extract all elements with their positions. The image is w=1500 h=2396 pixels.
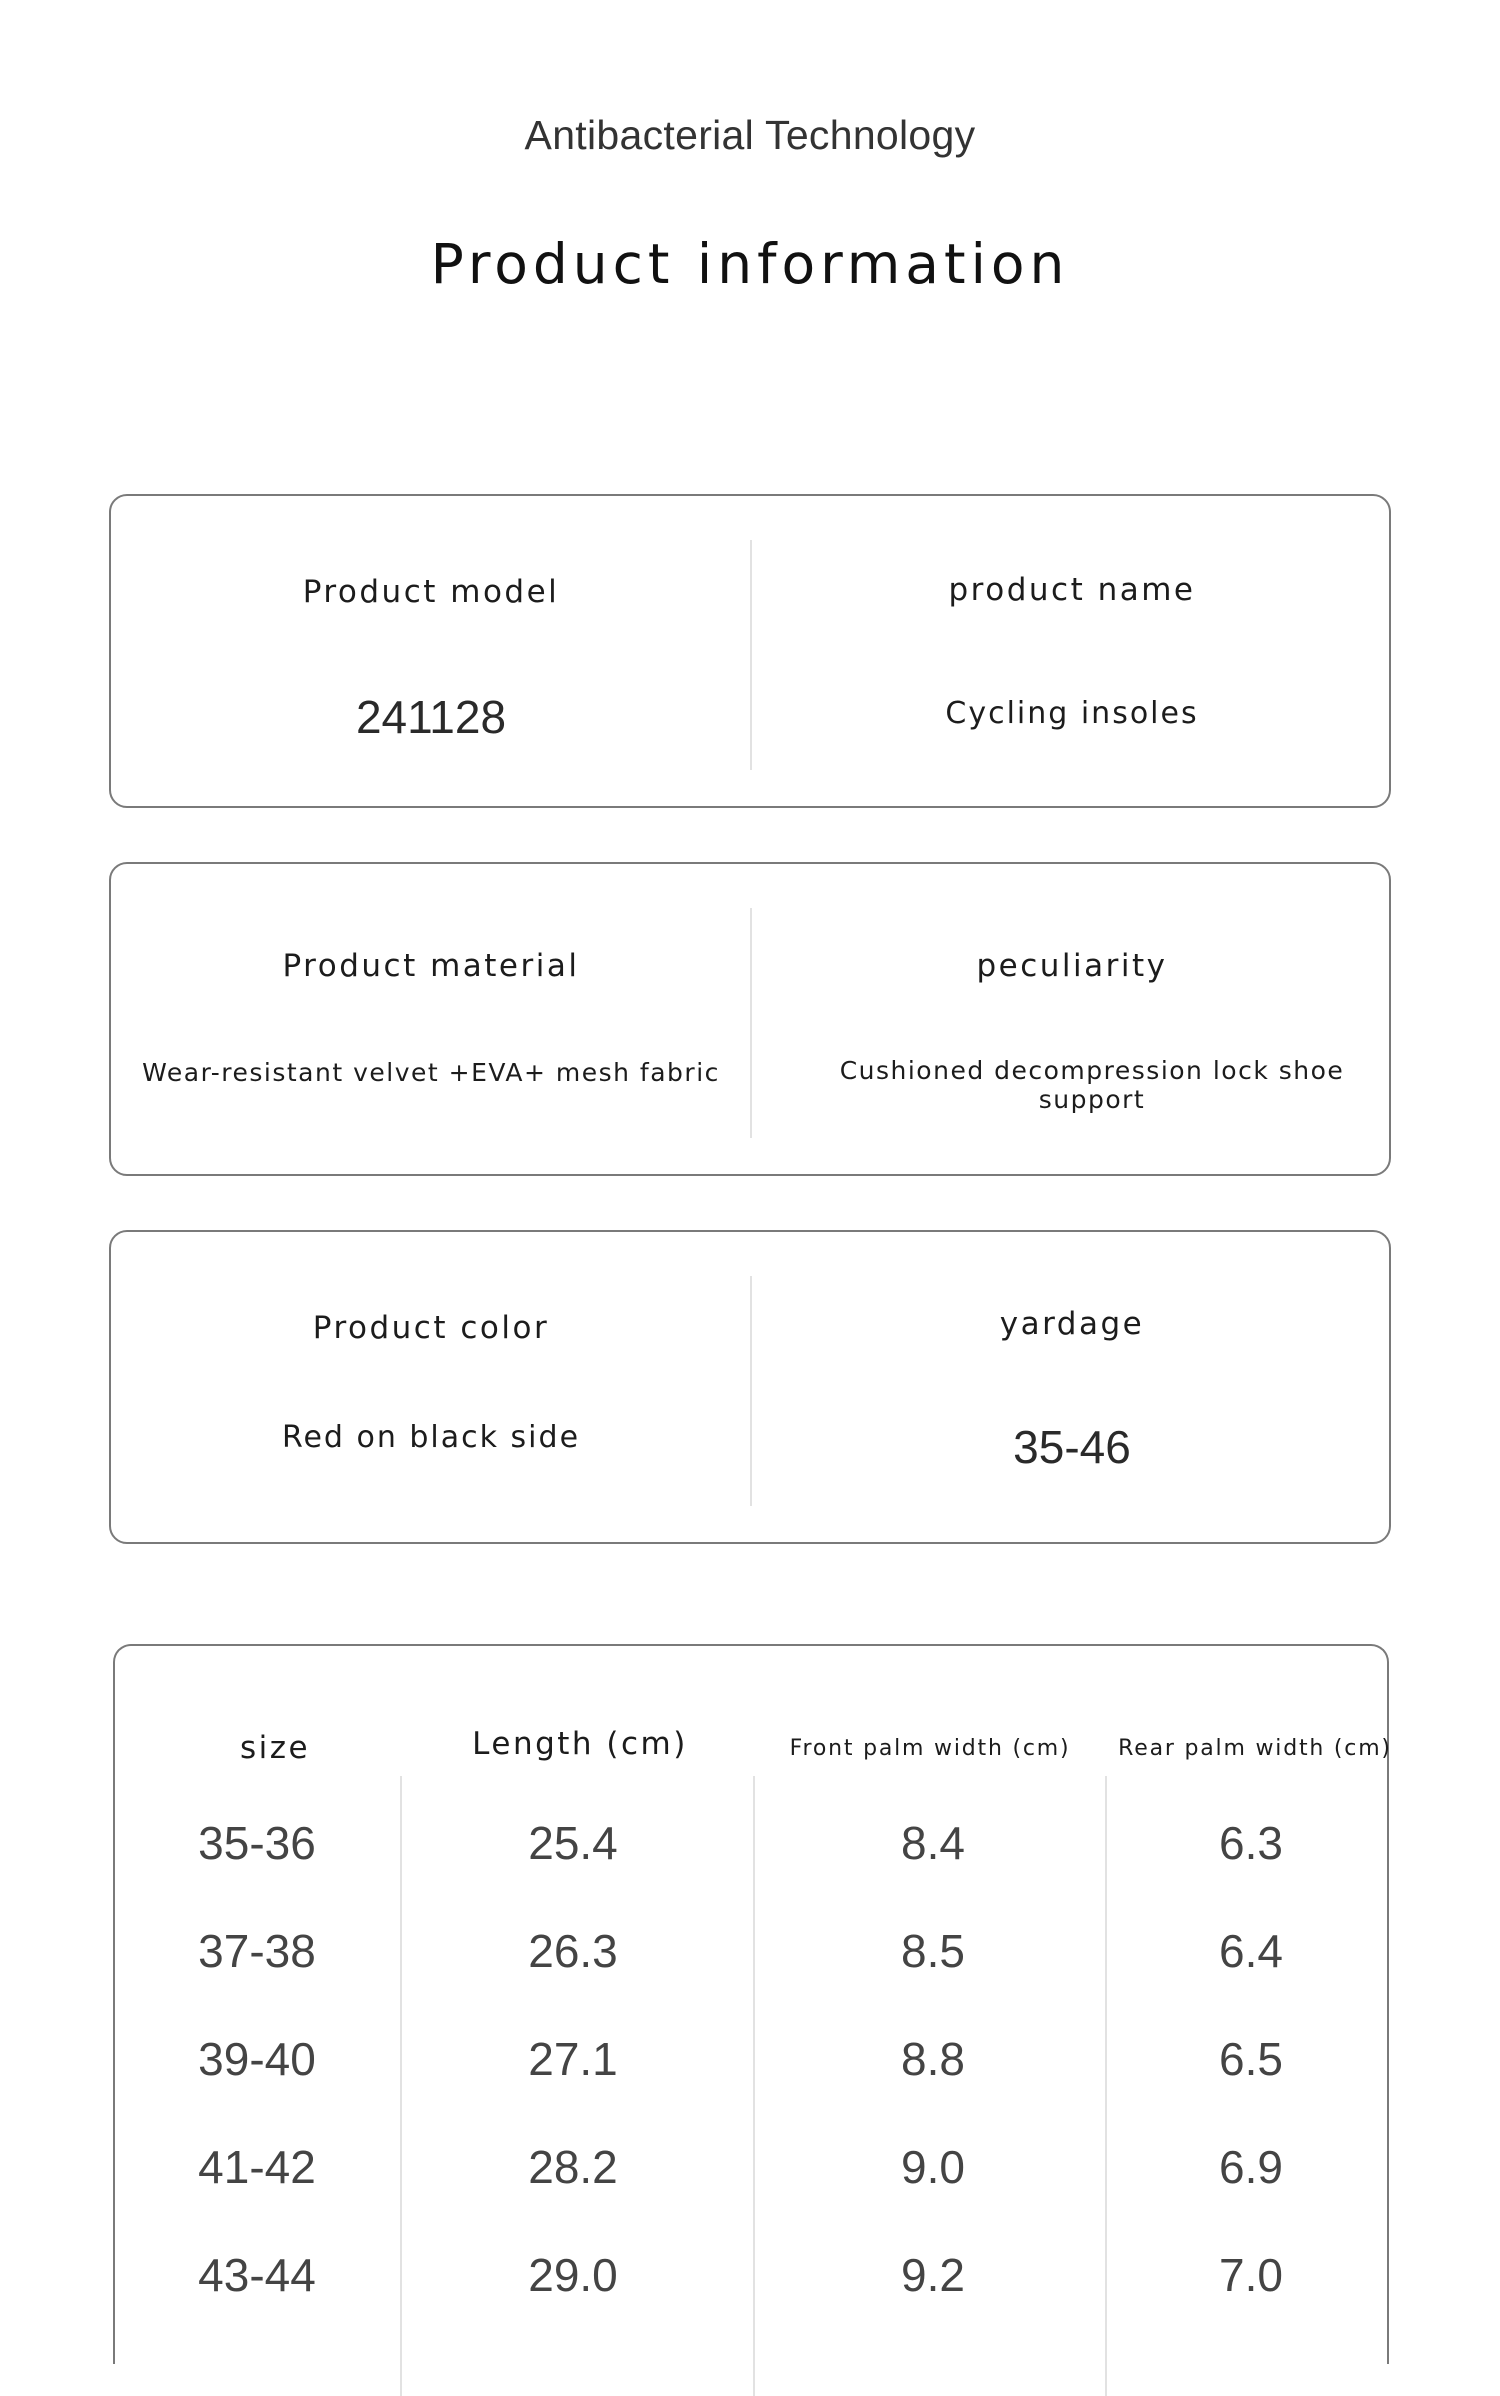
info-cell-color xyxy=(111,1232,751,1542)
cell-size: 41-42 xyxy=(198,2141,316,2193)
cell-size: 39-40 xyxy=(198,2033,316,2085)
cell-length: 25.4 xyxy=(528,1817,618,1869)
info-cell-model xyxy=(111,496,751,806)
cell-rear-width: 6.4 xyxy=(1219,1925,1283,1977)
cell-rear-width: 7.0 xyxy=(1219,2249,1283,2301)
info-value: Wear-resistant velvet +EVA+ mesh fabric xyxy=(142,1058,720,1087)
size-table xyxy=(113,1644,1392,2364)
info-value: Red on black side xyxy=(281,1420,581,1455)
info-cell-peculiarity xyxy=(751,864,1393,1174)
column-divider xyxy=(1105,1776,1107,2396)
info-card-material xyxy=(109,862,1391,1176)
table-header-size: size xyxy=(239,1730,311,1766)
brand-subtitle: Antibacterial Technology xyxy=(524,112,976,158)
info-card-color xyxy=(109,1230,1391,1544)
cell-rear-width: 6.3 xyxy=(1219,1817,1283,1869)
info-label: Product color xyxy=(312,1310,550,1346)
info-card-model xyxy=(109,494,1391,808)
table-header-rear-width: Rear palm width (cm) xyxy=(1118,1736,1392,1761)
cell-rear-width: 6.9 xyxy=(1219,2141,1283,2193)
column-divider xyxy=(753,1776,755,2396)
info-label: Product model xyxy=(302,574,560,610)
info-cell-name xyxy=(751,496,1393,806)
cell-front-width: 9.2 xyxy=(901,2249,965,2301)
info-cell-yardage xyxy=(751,1232,1393,1542)
info-cell-material xyxy=(111,864,751,1174)
cell-length: 29.0 xyxy=(528,2249,618,2301)
info-label: Product material xyxy=(282,948,580,984)
column-divider xyxy=(400,1776,402,2396)
cell-size: 37-38 xyxy=(198,1925,316,1977)
cell-rear-width: 6.5 xyxy=(1219,2033,1283,2085)
table-header-length: Length (cm) xyxy=(472,1726,688,1762)
cell-size: 43-44 xyxy=(198,2249,316,2301)
cell-front-width: 8.8 xyxy=(901,2033,965,2085)
info-value: Cushioned decompression lock shoe support xyxy=(839,1056,1345,1114)
info-value: 241128 xyxy=(355,691,507,743)
info-label: product name xyxy=(948,572,1196,608)
cell-length: 26.3 xyxy=(528,1925,618,1977)
info-label: peculiarity xyxy=(976,948,1168,984)
info-value: Cycling insoles xyxy=(945,696,1199,731)
cell-size: 35-36 xyxy=(198,1817,316,1869)
table-header-front-width: Front palm width (cm) xyxy=(789,1736,1071,1761)
cell-front-width: 8.4 xyxy=(901,1817,965,1869)
page-title: Product information xyxy=(430,232,1070,296)
cell-length: 28.2 xyxy=(528,2141,618,2193)
cell-front-width: 9.0 xyxy=(901,2141,965,2193)
cell-length: 27.1 xyxy=(528,2033,618,2085)
info-label: yardage xyxy=(999,1306,1145,1342)
info-value: 35-46 xyxy=(1013,1421,1131,1473)
cell-front-width: 8.5 xyxy=(901,1925,965,1977)
